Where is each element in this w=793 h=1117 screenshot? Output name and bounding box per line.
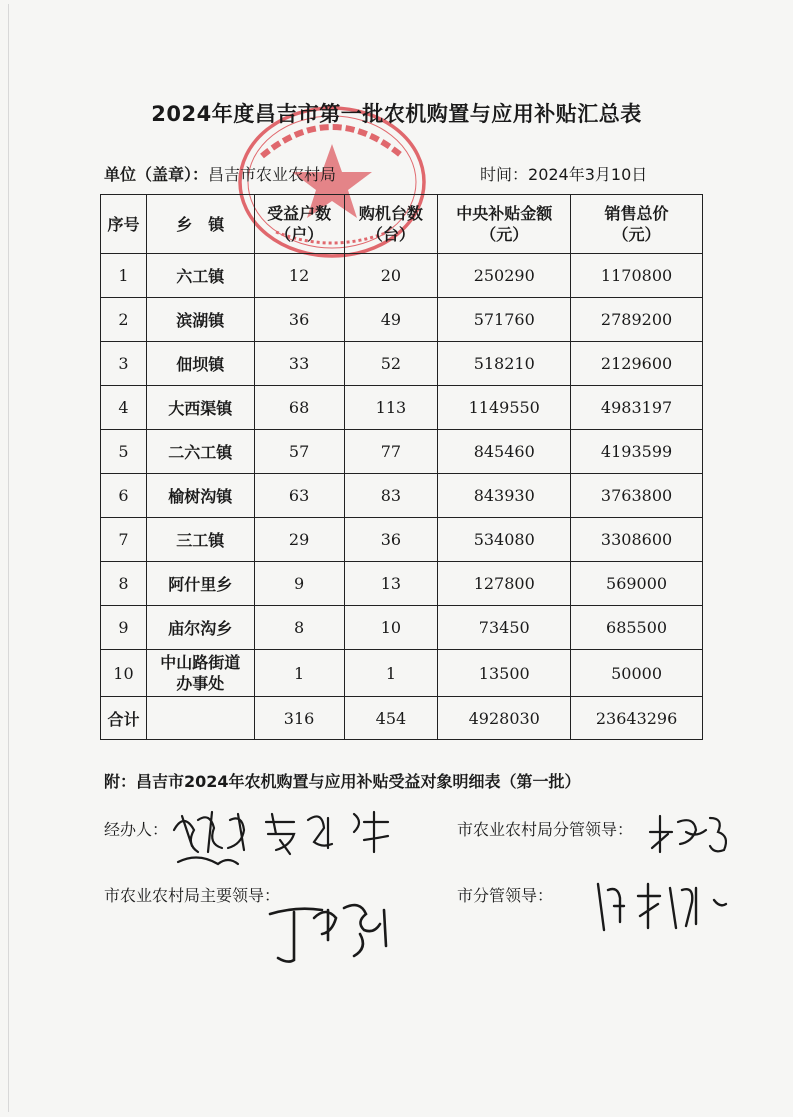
city-deputy-signature-icon bbox=[590, 876, 740, 940]
bureau-head-label: 市农业农村局主要领导： bbox=[104, 886, 281, 905]
table-row: 8 阿什里乡 9 13 127800 569000 bbox=[101, 562, 703, 606]
handler-signature-icon bbox=[168, 800, 408, 880]
table-row: 2 滨湖镇 36 49 571760 2789200 bbox=[101, 298, 703, 342]
unit-label: 单位（盖章）： bbox=[104, 165, 209, 184]
header-town: 乡 镇 bbox=[146, 195, 254, 254]
time-label: 时间： bbox=[480, 165, 529, 184]
table-row: 5 二六工镇 57 77 845460 4193599 bbox=[101, 430, 703, 474]
subsidy-summary-table bbox=[100, 194, 703, 740]
handler-label: 经办人： bbox=[104, 820, 169, 839]
table-row: 4 大西渠镇 68 113 1149550 4983197 bbox=[101, 386, 703, 430]
header-seq: 序号 bbox=[101, 195, 147, 254]
unit-line bbox=[104, 162, 336, 185]
header-sales: 销售总价 （元） bbox=[571, 195, 703, 254]
document-title: 2024年度昌吉市第一批农机购置与应用补贴汇总表 bbox=[151, 102, 642, 126]
table-row: 9 庙尔沟乡 8 10 73450 685500 bbox=[101, 606, 703, 650]
header-subsidy: 中央补贴金额 （元） bbox=[438, 195, 571, 254]
table-row: 1 六工镇 12 20 250290 1170800 bbox=[101, 254, 703, 298]
appendix-note: 附：昌吉市2024年农机购置与应用补贴受益对象明细表（第一批） bbox=[104, 772, 581, 791]
table-row: 7 三工镇 29 36 534080 3308600 bbox=[101, 518, 703, 562]
unit-value: 昌吉市农业农村局 bbox=[208, 165, 337, 184]
table-total-row: 合计 316 454 4928030 23643296 bbox=[101, 697, 703, 740]
header-machines: 购机台数 （台） bbox=[344, 195, 438, 254]
time-value: 2024年3月10日 bbox=[528, 165, 648, 184]
table-row: 10 中山路街道 办事处 1 1 13500 50000 bbox=[101, 650, 703, 697]
table-header-row bbox=[101, 195, 703, 254]
bureau-deputy-label: 市农业农村局分管领导： bbox=[457, 820, 634, 839]
table-row: 3 佃坝镇 33 52 518210 2129600 bbox=[101, 342, 703, 386]
table-row: 6 榆树沟镇 63 83 843930 3763800 bbox=[101, 474, 703, 518]
time-line bbox=[480, 162, 647, 185]
header-households: 受益户数 （户） bbox=[254, 195, 344, 254]
city-deputy-label: 市分管领导： bbox=[457, 886, 554, 905]
bureau-deputy-signature-icon bbox=[646, 808, 742, 858]
bureau-head-signature-icon bbox=[264, 888, 404, 968]
